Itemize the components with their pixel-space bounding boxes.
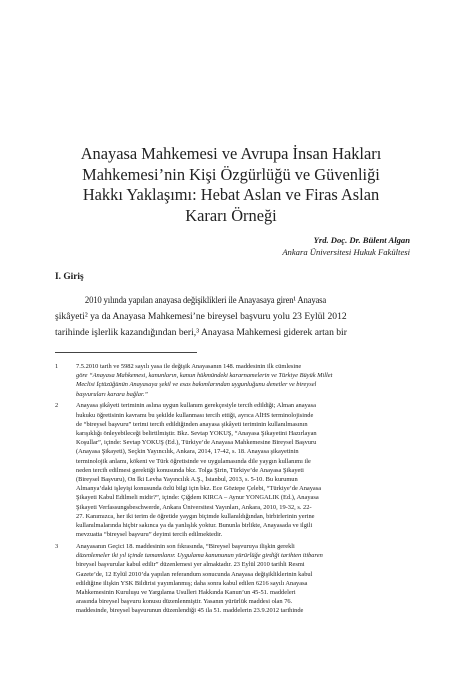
footnote-line: başvuruları karara bağlar.” <box>76 390 148 398</box>
body-paragraph <box>55 293 407 340</box>
footnote-line: 27. Kanımızca, her iki terim de öğretide yaygın biçimde kullanıldığından, birbirlerinin yerine <box>76 512 315 520</box>
title-line: Hakkı Yaklaşımı: Hebat Aslan ve Firas Aslan <box>82 185 380 204</box>
author-block <box>282 235 410 258</box>
footnote-line: (Anayasa Şikayeti), Seçkin Yayıncılık, Ankara, 2014, 17-42, s. 18. Anayasa şikayetinin <box>76 448 299 456</box>
footnote-line: Gazete’de, 12 Eylül 2010’da yapılan referandum sonucunda Anayasa değişikliklerinin kabul <box>76 570 313 578</box>
footnotes <box>55 362 407 618</box>
footnote-line: Şikayeti Verfassungsbeschwerde, Ankara Üniversitesi Yayınları, Ankara, 2010, 19-32, s. 22- <box>76 503 312 511</box>
body-line: tarihinde işlerlik kazandığından beri,³ Anayasa Mahkemesi giderek artan bir <box>55 326 347 338</box>
footnote-line: Anayasa şikâyeti teriminin aslına uygun kullanım gerekçesiyle tercih edildiği; Alman anayasa <box>76 402 316 410</box>
footnote-line: bireysel başvurular kabul edilir” düzenlemesi yer almaktadır. 23 Eylül 2010 tarihli Resmi <box>76 561 305 569</box>
author-affiliation: Ankara Üniversitesi Hukuk Fakültesi <box>282 246 410 257</box>
footnote-number: 3 <box>55 543 59 551</box>
footnote-line: de “bireysel başvuru” terimi tercih edildiğinden anayasa şikâyeti teriminin kullanılmasının <box>76 420 308 428</box>
footnote-line: maddesinde, bireysel başvurunun düzenlendiği 45 ila 51. maddelerin 23.9.2012 tarihinde <box>76 607 304 615</box>
footnote-line: Anayasanın Geçici 18. maddesinin son fıkrasında, “Bireysel başvuruya ilişkin gerekli <box>76 543 295 551</box>
body-line: şikâyeti² ya da Anayasa Mahkemesi’ne bireysel başvuru yolu 23 Eylül 2012 <box>55 310 347 322</box>
footnote-number: 1 <box>55 363 59 370</box>
section-heading: I. Giriş <box>55 272 84 282</box>
footnote-line: Meclisi İçtüzüğünün Anayasaya şekil ve esas bakımlarından uygunluğunu denetler ve bireysel <box>76 381 317 389</box>
footnote-1 <box>55 362 407 399</box>
footnote-separator <box>55 352 197 353</box>
footnote-2 <box>55 401 407 539</box>
footnote-line: Koşullar”, içinde: Sevtap YOKUŞ (Ed.), Türkiye’de Anayasa Mahkemesine Bireysel Başvuru <box>76 439 317 447</box>
footnote-line: (Bireysel Başvuru), On İki Levha Yayıncılık A.Ş., İstanbul, 2013, s. 5-10. Bu kurumun <box>76 476 298 484</box>
footnote-line: 7.5.2010 tarih ve 5982 sayılı yasa ile değişik Anayasanın 148. maddesinin ilk cümlesine <box>76 363 302 370</box>
footnote-line: mevzuatta “bireysel başvuru” deyimi tercih edilmektedir. <box>76 531 223 539</box>
footnote-line: Şikayeti Kabul Edilmeli midir?”, içinde: Çiğdem KIRCA – Aynur YONGALIK (Ed.), Anayasa <box>76 494 319 502</box>
title-line: Kararı Örneği <box>185 205 277 225</box>
footnote-line: edildiğine ilişkin YSK Bildirisi yayımlanmış; daha sonra kabul edilen 6216 sayılı Anayasa <box>76 579 308 587</box>
title-line: Mahkemesi’nin Kişi Özgürlüğü ve Güvenliği <box>82 164 380 184</box>
body-line: 2010 yılında yapılan anayasa değişiklikleri ile Anayasaya giren¹ Anayasa <box>84 295 327 306</box>
footnote-line: neden tercih edilmesi gerektiği konusunda bkz. Tolga Şirin, Türkiye’de Anayasa Şikayeti <box>76 466 304 474</box>
author-name: Yrd. Doç. Dr. Bülent Algan <box>313 235 410 245</box>
footnote-line: hukuku öğretisinin kavramı bu şekilde kullanması tercih ettiği, ayrıca AİHS terminolojisinde <box>76 411 314 419</box>
footnote-line: göre “Anayasa Mahkemesi, kanunların, kanun hükmündeki kararnamelerin ve Türkiye Büyük Millet <box>76 372 333 380</box>
title-line: Anayasa Mahkemesi ve Avrupa İnsan Hakları <box>80 144 382 163</box>
footnote-line: terminolojik anlamı, kökeni ve Türk öğretisinde ve uygulamasında dile yaygın kullanımı ile <box>76 457 311 465</box>
footnote-line: arasında bireysel başvuru konusu düzenlenmiştir. Yasanın yürürlük maddesi olan 76. <box>76 598 293 606</box>
footnote-line: Almanya’daki işleyişi konusunda özlü bilgi için bkz. Ece Göztepe Çelebi, “Türkiye’de Anayasa <box>76 485 322 493</box>
article-title <box>40 144 422 226</box>
footnote-line: düzenlemeler iki yıl içinde tamamlanır. Uygulama kanununun yürürlüğe girdiği tarihten itibaren <box>76 552 323 560</box>
footnote-line: Mahkemesinin Kuruluşu ve Yargılama Usulleri Hakkında Kanun’un 45-51. maddeleri <box>76 589 296 597</box>
footnote-3 <box>55 542 407 616</box>
footnote-number: 2 <box>55 402 59 410</box>
footnote-line: kullanılmalarında hiçbir sakınca ya da yanlışlık yoktur. Bununla birlikte, Anayasada ve ilgili <box>76 522 313 530</box>
footnote-line: karışıklığı önleyebileceği belirtilmiştir. Bkz. Sevtap YOKUŞ, “Anayasa Şikayetini Hazırlayan <box>76 430 317 438</box>
